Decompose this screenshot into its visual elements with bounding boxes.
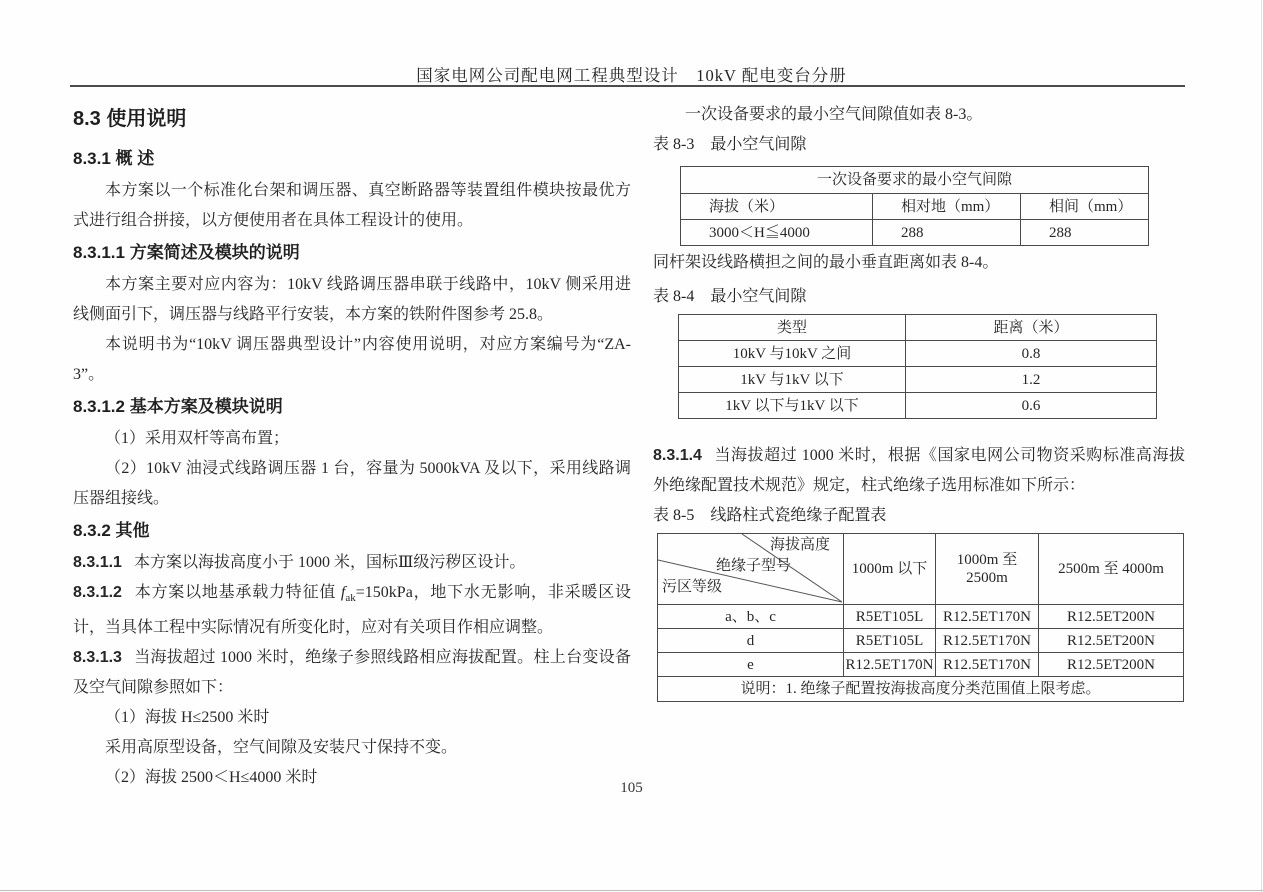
table-cell: d — [658, 629, 844, 653]
page-edge-bottom — [0, 890, 1263, 891]
table-cell: e — [658, 653, 844, 677]
paragraph-list-item-2: （2）10kV 油浸式线路调压器 1 台，容量为 5000kVA 及以下，采用线路调压器组接线。 — [73, 460, 631, 507]
paragraph-number: 8.3.1.2 — [73, 584, 122, 601]
table-cell: 0.6 — [906, 393, 1157, 419]
running-header: 国家电网公司配电网工程典型设计 10kV 配电变台分册 — [416, 66, 847, 85]
table-cell: R5ET105L — [844, 605, 936, 629]
numbered-paragraph-8311 — [73, 548, 631, 578]
paragraph-altitude-1b: 采用高原型设备，空气间隙及安装尺寸保持不变。 — [105, 739, 458, 757]
paragraph-list-item-1: （1）采用双杆等高布置； — [105, 430, 290, 447]
table-header-cell: 海拔（米） — [681, 194, 873, 220]
table-header-cell: 距离（米） — [906, 315, 1157, 341]
right-column — [653, 100, 1185, 702]
table-header-cell: 1000m 至 2500m — [936, 534, 1039, 605]
table-cell: R12.5ET200N — [1039, 653, 1184, 677]
section-heading-832: 8.3.2 其他 — [73, 521, 150, 540]
table-cell: R12.5ET170N — [936, 653, 1039, 677]
paragraph-text: 本方案以地基承载力特征值 — [133, 584, 341, 601]
page-edge-right — [1261, 0, 1262, 892]
paragraph-table84-intro: 同杆架设线路横担之间的最小垂直距离如表 8-4。 — [653, 254, 999, 271]
table-cell: 1kV 以下与1kV 以下 — [679, 393, 906, 419]
table-row — [658, 677, 1184, 702]
table-cell: R12.5ET200N — [1039, 629, 1184, 653]
paragraph-text: 本方案以海拔高度小于 1000 米，国标Ⅲ级污秽区设计。 — [133, 554, 526, 571]
table-cell: 1kV 与1kV 以下 — [679, 367, 906, 393]
page-number: 105 — [620, 780, 643, 796]
table-cell: 1.2 — [906, 367, 1157, 393]
section-heading-8312: 8.3.1.2 基本方案及模块说明 — [73, 397, 283, 416]
table-header-cell: 类型 — [679, 315, 906, 341]
table-row — [679, 367, 1157, 393]
table-8-5 — [657, 533, 1184, 702]
formula-f: f — [340, 584, 346, 601]
table-row — [681, 220, 1149, 246]
diagonal-label-pollution-level: 污区等级 — [662, 579, 723, 595]
table-cell: R12.5ET170N — [936, 629, 1039, 653]
table-cell: R12.5ET170N — [844, 653, 936, 677]
table-row — [658, 629, 1184, 653]
table-row — [679, 393, 1157, 419]
diagonal-label-altitude: 海拔高度 — [770, 537, 831, 553]
paragraph-text: 当海拔超过 1000 米时，根据《国家电网公司物资采购标准高海拔外绝缘配置技术规范》规定，柱式绝缘子选用标准如下所示： — [653, 447, 1185, 494]
paragraph-text: =150kPa，地下水无影响，非采暖区设计，当具体工程中实际情况有所变化时，应对有关项目作相应调整。 — [73, 584, 631, 637]
diagonal-header-cell — [658, 534, 844, 605]
paragraph-overview: 本方案以一个标准化台架和调压器、真空断路器等装置组件模块按最优方式进行组合拼接，以方便使用者在具体工程设计的使用。 — [73, 182, 631, 229]
paragraph-altitude-2: （2）海拔 2500＜H≤4000 米时 — [105, 769, 318, 787]
table-cell: a、b、c — [658, 605, 844, 629]
left-column — [73, 100, 631, 793]
table-note-cell: 说明：1. 绝缘子配置按海拔高度分类范围值上限考虑。 — [658, 677, 1184, 702]
table-cell: R12.5ET200N — [1039, 605, 1184, 629]
table83-caption: 表 8-3 最小空气间隙 — [653, 136, 807, 153]
table-header-cell: 相对地（mm） — [873, 194, 1021, 220]
table-header-cell: 1000m 以下 — [844, 534, 936, 605]
table-row — [679, 341, 1157, 367]
header-rule — [70, 85, 1185, 87]
table-cell: 288 — [1021, 220, 1149, 246]
numbered-paragraph-8313 — [73, 643, 631, 703]
table84-caption: 表 8-4 最小空气间隙 — [653, 288, 807, 305]
table-8-4 — [678, 314, 1157, 419]
numbered-paragraph-8312 — [73, 578, 631, 643]
paragraph-number: 8.3.1.1 — [73, 554, 122, 571]
numbered-paragraph-8314 — [653, 441, 1185, 501]
table-header-cell: 2500m 至 4000m — [1039, 534, 1184, 605]
paragraph-number: 8.3.1.4 — [653, 447, 702, 464]
table-merged-header: 一次设备要求的最小空气间隙 — [681, 167, 1149, 194]
table-row — [658, 605, 1184, 629]
table-cell: 10kV 与10kV 之间 — [679, 341, 906, 367]
paragraph-table83-intro: 一次设备要求的最小空气间隙值如表 8-3。 — [685, 106, 983, 123]
paragraph-text: 当海拔超过 1000 米时，绝缘子参照线路相应海拔配置。柱上台变设备及空气间隙参照如下： — [73, 649, 631, 697]
paragraph-scheme-1: 本方案主要对应内容为：10kV 线路调压器串联于线路中，10kV 侧采用进线侧面引下，调压器与线路平行安装，本方案的铁附件图参考 25.8。 — [73, 276, 631, 323]
formula-subscript: ak — [345, 592, 356, 605]
table-8-3 — [680, 166, 1149, 246]
paragraph-number: 8.3.1.3 — [73, 649, 122, 667]
table-cell: 288 — [873, 220, 1021, 246]
table-row — [658, 653, 1184, 677]
section-heading-83: 8.3 使用说明 — [73, 108, 187, 130]
section-heading-8311: 8.3.1.1 方案简述及模块的说明 — [73, 243, 300, 262]
section-heading-831: 8.3.1 概 述 — [73, 149, 155, 168]
table-cell: 3000＜H≦4000 — [681, 220, 873, 246]
table85-caption: 表 8-5 线路柱式瓷绝缘子配置表 — [653, 507, 887, 524]
table-cell: 0.8 — [906, 341, 1157, 367]
table-cell: R5ET105L — [844, 629, 936, 653]
table-cell: R12.5ET170N — [936, 605, 1039, 629]
diagonal-label-insulator-type: 绝缘子型号 — [716, 558, 792, 574]
paragraph-altitude-1: （1）海拔 H≤2500 米时 — [105, 709, 270, 727]
paragraph-scheme-2: 本说明书为“10kV 调压器典型设计”内容使用说明，对应方案编号为“ZA-3”。 — [73, 336, 631, 383]
table-header-cell: 相间（mm） — [1021, 194, 1149, 220]
